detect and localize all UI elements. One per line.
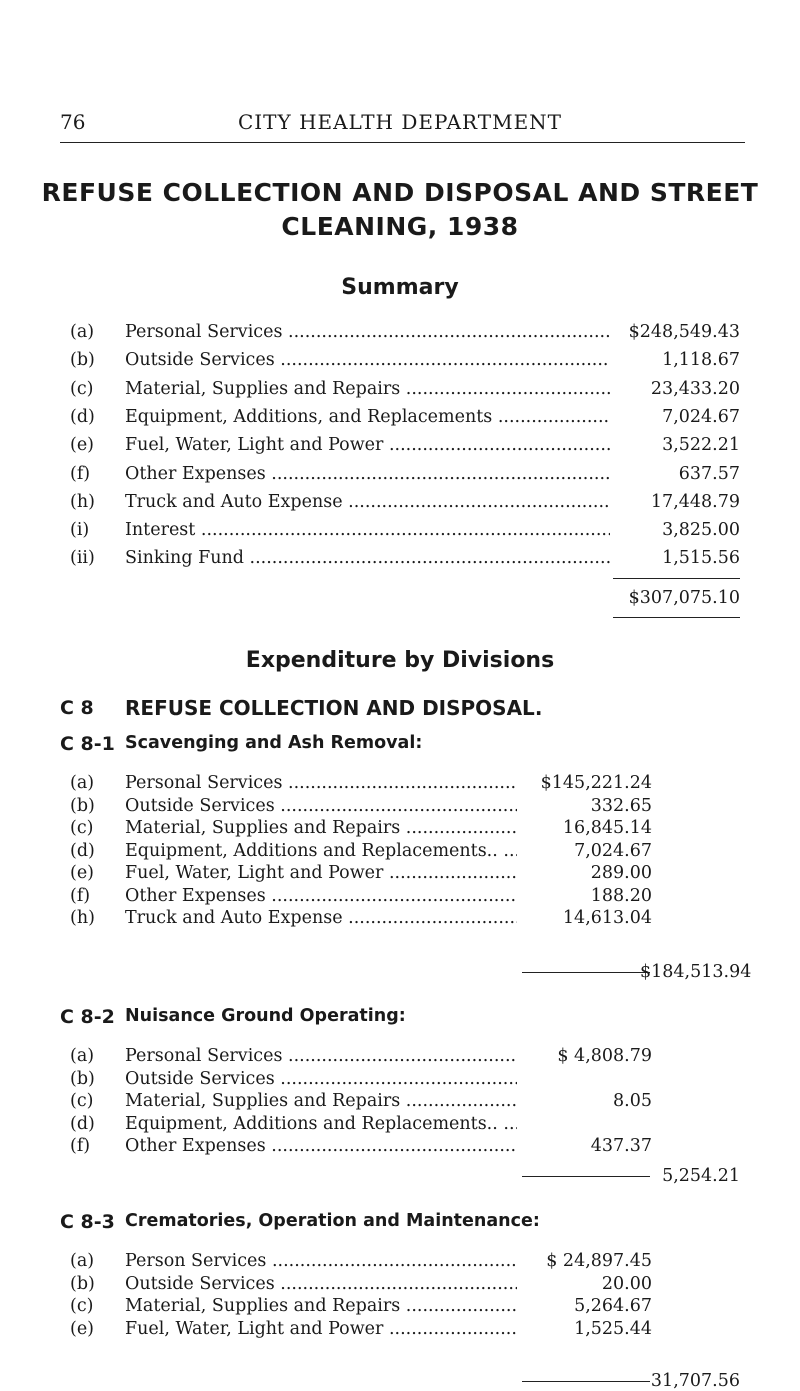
item-amount: 1,525.44: [574, 1318, 652, 1339]
item-code: (b): [70, 795, 95, 816]
item-label-wrap: [125, 407, 610, 427]
section-subtotal: 31,707.56: [650, 1371, 740, 1391]
item-label-wrap: [125, 773, 517, 793]
item-code: (b): [70, 1273, 95, 1294]
item-label-wrap: [125, 1069, 517, 1089]
item-amount: 188.20: [590, 885, 652, 906]
header-rule: [60, 142, 745, 143]
item-label: Personal Services .....: [125, 773, 517, 793]
item-code: (f): [70, 463, 91, 484]
item-label: Other Expenses .....: [125, 464, 610, 484]
expenditure-heading: Expenditure by Divisions: [245, 648, 555, 673]
item-amount: 23,433.20: [650, 378, 740, 399]
section-title: Nuisance Ground Operating:: [125, 1006, 406, 1026]
summary-total: $307,075.10: [628, 588, 740, 608]
section-code: C 8-2: [60, 1006, 115, 1028]
item-label-wrap: [125, 1251, 517, 1271]
summary-row: [0, 464, 800, 494]
item-label-wrap: [125, 548, 610, 568]
section-item-row: [0, 908, 800, 938]
section-subtotal: $184,513.94: [640, 962, 752, 982]
division-code: C 8: [60, 697, 94, 719]
subtotal-rule: [522, 1381, 650, 1382]
subtotal-rule: [522, 1176, 650, 1177]
page-number: 76: [60, 110, 86, 134]
item-code: (h): [70, 491, 95, 512]
page-title-line-1: REFUSE COLLECTION AND DISPOSAL AND STREET: [41, 178, 759, 207]
item-amount: 437.37: [590, 1136, 652, 1156]
summary-row: [0, 492, 800, 522]
item-code: (ii): [70, 548, 95, 569]
item-label: Other Expenses .....: [125, 1136, 517, 1156]
item-amount: 20.00: [601, 1273, 652, 1294]
item-amount: $ 4,808.79: [557, 1046, 652, 1066]
subtotal-rule: [522, 972, 650, 973]
item-amount: 16,845.14: [562, 818, 652, 838]
item-label: Fuel, Water, Light and Power .....: [125, 863, 517, 883]
item-label: Material, Supplies and Repairs .....: [125, 818, 517, 838]
item-code: (c): [70, 1296, 94, 1316]
summary-total-rule-top: [613, 578, 740, 579]
item-label-wrap: [125, 841, 517, 861]
item-amount: 17,448.79: [650, 491, 740, 512]
item-label: Outside Services .....: [125, 1069, 517, 1089]
item-amount: 5,264.67: [574, 1296, 652, 1316]
item-label: Interest .....: [125, 520, 610, 540]
item-label-wrap: [125, 886, 517, 906]
summary-row: [0, 379, 800, 409]
item-label-wrap: [125, 908, 517, 928]
item-label: Equipment, Additions and Replacements.. .....: [125, 841, 517, 861]
item-code: (e): [70, 435, 95, 456]
summary-heading: Summary: [341, 275, 459, 300]
item-amount: 289.00: [590, 863, 652, 883]
item-code: (d): [70, 1113, 95, 1134]
item-amount: 332.65: [590, 795, 652, 816]
item-label-wrap: [125, 520, 610, 540]
item-label: Personal Services .....: [125, 1046, 517, 1066]
item-amount: 1,118.67: [662, 350, 740, 371]
item-label: Equipment, Additions, and Replacements .....: [125, 407, 610, 427]
item-amount: $ 24,897.45: [546, 1251, 652, 1271]
item-code: (a): [70, 773, 95, 793]
item-amount: 7,024.67: [662, 406, 740, 427]
item-label-wrap: [125, 1319, 517, 1339]
item-label: Outside Services .....: [125, 796, 517, 816]
summary-row: [0, 350, 800, 380]
item-label: Outside Services .....: [125, 350, 610, 370]
summary-row: [0, 435, 800, 465]
item-code: (c): [70, 378, 94, 399]
item-label: Outside Services .....: [125, 1274, 517, 1294]
item-label: Truck and Auto Expense .....: [125, 492, 610, 512]
item-label-wrap: [125, 1114, 517, 1134]
item-amount: 3,522.21: [662, 435, 740, 456]
item-code: (a): [70, 322, 95, 342]
item-label-wrap: [125, 863, 517, 883]
summary-total-rule-bottom: [613, 617, 740, 618]
item-label-wrap: [125, 464, 610, 484]
item-label-wrap: [125, 796, 517, 816]
item-label: Material, Supplies and Repairs .....: [125, 1296, 517, 1316]
item-code: (c): [70, 818, 94, 838]
item-code: (f): [70, 885, 91, 906]
item-code: (f): [70, 1136, 91, 1156]
section-item-row: [0, 1136, 800, 1166]
item-code: (a): [70, 1251, 95, 1271]
item-label: Material, Supplies and Repairs .....: [125, 1091, 517, 1111]
item-code: (h): [70, 908, 95, 928]
summary-row: [0, 520, 800, 550]
item-code: (e): [70, 1318, 95, 1339]
item-code: (b): [70, 350, 95, 371]
item-amount: 8.05: [613, 1091, 652, 1111]
section-title: Scavenging and Ash Removal:: [125, 733, 423, 753]
section-item-row: [0, 1319, 800, 1349]
item-label-wrap: [125, 492, 610, 512]
item-label: Personal Services .....: [125, 322, 610, 342]
item-label-wrap: [125, 1296, 517, 1316]
item-label-wrap: [125, 1091, 517, 1111]
item-code: (a): [70, 1046, 95, 1066]
item-amount: 7,024.67: [574, 840, 652, 861]
item-code: (b): [70, 1068, 95, 1089]
item-label: Sinking Fund .....: [125, 548, 610, 568]
item-code: (d): [70, 840, 95, 861]
item-amount: 14,613.04: [562, 908, 652, 928]
item-label-wrap: [125, 1274, 517, 1294]
item-amount: 637.57: [678, 463, 740, 484]
item-label: Fuel, Water, Light and Power .....: [125, 1319, 517, 1339]
running-title: CITY HEALTH DEPARTMENT: [237, 110, 563, 134]
section-code: C 8-3: [60, 1211, 115, 1233]
item-amount: $145,221.24: [540, 773, 652, 793]
page-title-line-2: CLEANING, 1938: [281, 212, 519, 241]
summary-row: [0, 407, 800, 437]
item-label: Truck and Auto Expense .....: [125, 908, 517, 928]
item-label-wrap: [125, 379, 610, 399]
section-title: Crematories, Operation and Maintenance:: [125, 1211, 540, 1231]
item-label-wrap: [125, 1046, 517, 1066]
summary-row: [0, 548, 800, 578]
item-label-wrap: [125, 350, 610, 370]
item-label-wrap: [125, 818, 517, 838]
item-label-wrap: [125, 435, 610, 455]
item-code: (c): [70, 1091, 94, 1111]
division-title: REFUSE COLLECTION AND DISPOSAL.: [125, 696, 543, 720]
item-label: Equipment, Additions and Replacements.. .....: [125, 1114, 517, 1134]
item-label: Material, Supplies and Repairs .....: [125, 379, 610, 399]
item-label-wrap: [125, 322, 610, 342]
item-code: (d): [70, 406, 95, 427]
item-amount: $248,549.43: [628, 322, 740, 342]
item-amount: 1,515.56: [662, 548, 740, 569]
item-label-wrap: [125, 1136, 517, 1156]
item-code: (i): [70, 520, 90, 541]
item-amount: 3,825.00: [662, 520, 740, 541]
summary-row: [0, 322, 800, 352]
section-code: C 8-1: [60, 733, 115, 755]
item-code: (e): [70, 863, 95, 883]
section-subtotal: 5,254.21: [662, 1166, 740, 1186]
item-label: Person Services .....: [125, 1251, 517, 1271]
item-label: Other Expenses .....: [125, 886, 517, 906]
item-label: Fuel, Water, Light and Power .....: [125, 435, 610, 455]
